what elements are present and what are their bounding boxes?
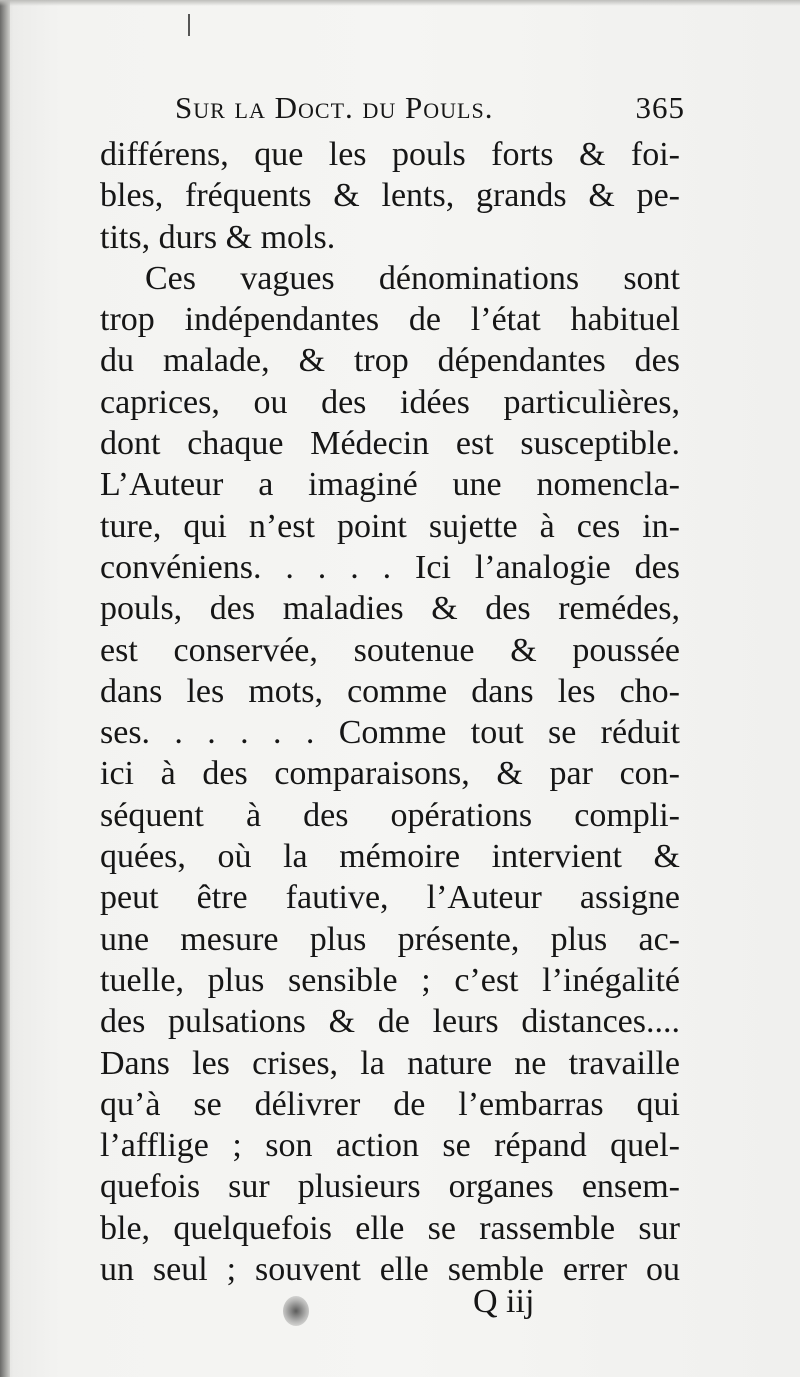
text-line: ble, quelquefois elle se rassemble sur: [100, 1209, 680, 1247]
ink-smudge: [283, 1296, 309, 1326]
text-line: du malade, & trop dépendantes des: [100, 342, 680, 380]
print-mark: [188, 14, 190, 36]
text-line: peut être fautive, l’Auteur assigne: [100, 879, 680, 917]
signature-mark: Q iij: [473, 1283, 535, 1320]
text-line: tuelle, plus sensible ; c’est l’inégalité: [100, 961, 680, 999]
text-line: des pulsations & de leurs distances....: [100, 1003, 680, 1041]
text-line: une mesure plus présente, plus ac-: [100, 920, 680, 958]
running-head-title: Sur la Doct. du Pouls.: [175, 90, 494, 125]
text-line: quées, où la mémoire intervient &: [100, 838, 680, 876]
text-line: ses. . . . . . Comme tout se réduit: [100, 714, 680, 752]
text-line: dont chaque Médecin est susceptible.: [100, 425, 680, 463]
text-line: séquent à des opérations compli-: [100, 796, 680, 834]
page-gutter-shadow: [0, 0, 10, 1377]
page-top-shadow: [0, 0, 800, 6]
text-line: ici à des comparaisons, & par con-: [100, 755, 680, 793]
text-line: un seul ; souvent elle semble errer ou: [100, 1251, 680, 1289]
text-line: ture, qui n’est point sujette à ces in-: [100, 507, 680, 545]
text-line: bles, fréquents & lents, grands & pe-: [100, 177, 680, 215]
text-line: convéniens. . . . . Ici l’analogie des: [100, 548, 680, 586]
text-line: est conservée, soutenue & poussée: [100, 631, 680, 669]
text-line: caprices, ou des idées particulières,: [100, 383, 680, 421]
body-text: [100, 134, 680, 1290]
text-line: dans les mots, comme dans les cho-: [100, 672, 680, 710]
text-line: l’afflige ; son action se répand quel-: [100, 1127, 680, 1165]
text-line: qu’à se délivrer de l’embarras qui: [100, 1085, 680, 1123]
text-line: quefois sur plusieurs organes ensem-: [100, 1168, 680, 1206]
text-line: Ces vagues dénominations sont: [145, 259, 680, 297]
text-line: différens, que les pouls forts & foi-: [100, 136, 680, 173]
text-line: tits, durs & mols.: [100, 218, 336, 256]
page-number: 365: [635, 90, 685, 125]
text-line: Dans les crises, la nature ne travaille: [100, 1044, 680, 1082]
text-line: pouls, des maladies & des remédes,: [100, 590, 680, 628]
text-line: trop indépendantes de l’état habituel: [100, 301, 680, 339]
text-line: L’Auteur a imaginé une nomencla-: [100, 466, 680, 504]
running-head: [175, 90, 685, 130]
